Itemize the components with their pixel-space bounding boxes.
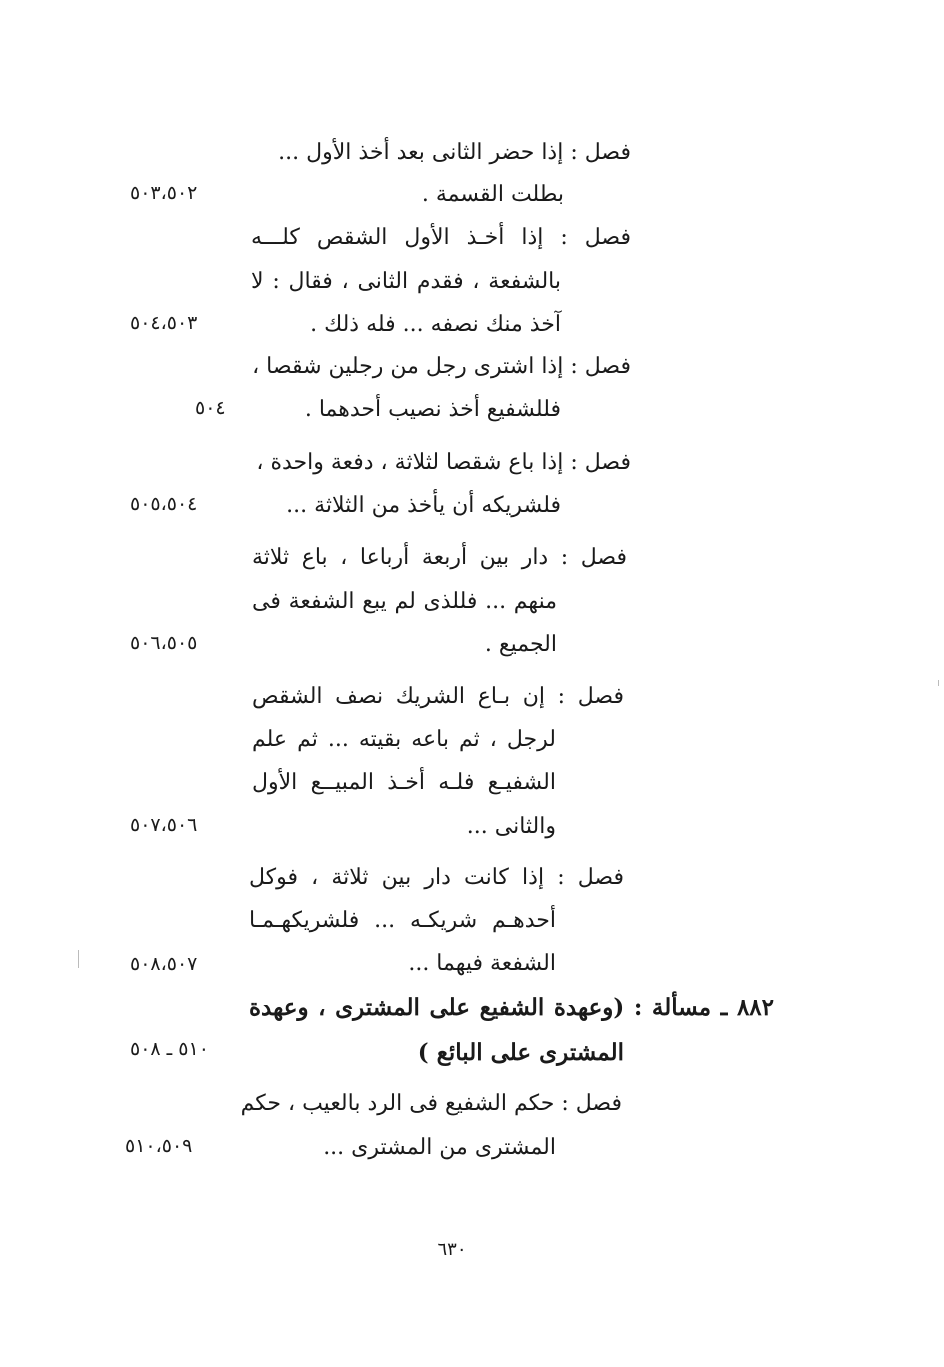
entry-line: ٨٨٢ ـ مسألة : (وعهدة الشفيع على المشترى ، وعهدة bbox=[249, 994, 774, 1021]
entry-line: فصل : إذا أخـذ الأول الشقص كلـــه bbox=[251, 225, 631, 250]
page-reference: ٥٠٦،٥٠٥ bbox=[130, 632, 198, 654]
entry-line: الشفيـع فلـه أخـذ المبيــع الأول bbox=[252, 770, 556, 795]
entry-line: فصل : إن بـاع الشريك نصف الشقص bbox=[252, 684, 624, 709]
entry-line: آخذ منك نصفه ... فله ذلك . bbox=[310, 312, 561, 337]
entry-line: فصل : حكم الشفيع فى الرد بالعيب ، حكم bbox=[240, 1091, 622, 1116]
entry-line: لرجل ، ثم باعه بقيته ... ثم علم bbox=[252, 727, 556, 752]
entry-line: فصل : إذا باع شقصا لثلاثة ، دفعة واحدة ، bbox=[256, 450, 631, 475]
page-number: ٦٣٠ bbox=[437, 1239, 467, 1260]
page-reference: ٥٠٤،٥٠٣ bbox=[130, 312, 198, 334]
entry-line: الشفعة فيهما ... bbox=[408, 951, 556, 976]
entry-line: منهم ... فللذى لم يبع الشفعة فى bbox=[252, 589, 557, 614]
entry-line: والثانى ... bbox=[466, 814, 556, 839]
scan-mark bbox=[78, 950, 79, 968]
entry-line: فصل : دار بين أربعة أرباعا ، باع ثلاثة bbox=[252, 545, 627, 570]
entry-line: بطلت القسمة . bbox=[421, 182, 564, 207]
entry-line: الجميع . bbox=[484, 632, 557, 657]
page-reference: ٥١٠ ـ ٥٠٨ bbox=[130, 1038, 209, 1060]
entry-line: فصل : إذا كانت دار بين ثلاثة ، فوكل bbox=[249, 865, 624, 890]
page-reference: ٥٠٧،٥٠٦ bbox=[130, 814, 198, 836]
entry-line: المشترى من المشترى ... bbox=[323, 1135, 556, 1160]
entry-line: المشترى على البائع ) bbox=[417, 1039, 624, 1066]
entry-line: بالشفعة ، فقدم الثانى ، فقال : لا bbox=[251, 269, 561, 294]
page-reference: ٥٠٣،٥٠٢ bbox=[130, 182, 198, 204]
page-reference: ٥٠٤ bbox=[195, 397, 226, 419]
entry-line: فلشريكه أن يأخذ من الثلاثة ... bbox=[286, 493, 561, 518]
scan-mark bbox=[938, 680, 939, 686]
entry-line: فصل : إذا حضر الثانى بعد أخذ الأول ... bbox=[278, 140, 631, 165]
page-reference: ٥٠٨،٥٠٧ bbox=[130, 953, 198, 975]
entry-line: أحدهـم شريكـه ... فلشريكهـمـا bbox=[249, 908, 556, 933]
page-reference: ٥١٠،٥٠٩ bbox=[125, 1135, 193, 1157]
entry-line: فصل : إذا اشترى رجل من رجلين شقصا ، bbox=[252, 354, 631, 379]
page-reference: ٥٠٥،٥٠٤ bbox=[130, 493, 198, 515]
entry-line: فللشفيع أخذ نصيب أحدهما . bbox=[304, 397, 561, 422]
